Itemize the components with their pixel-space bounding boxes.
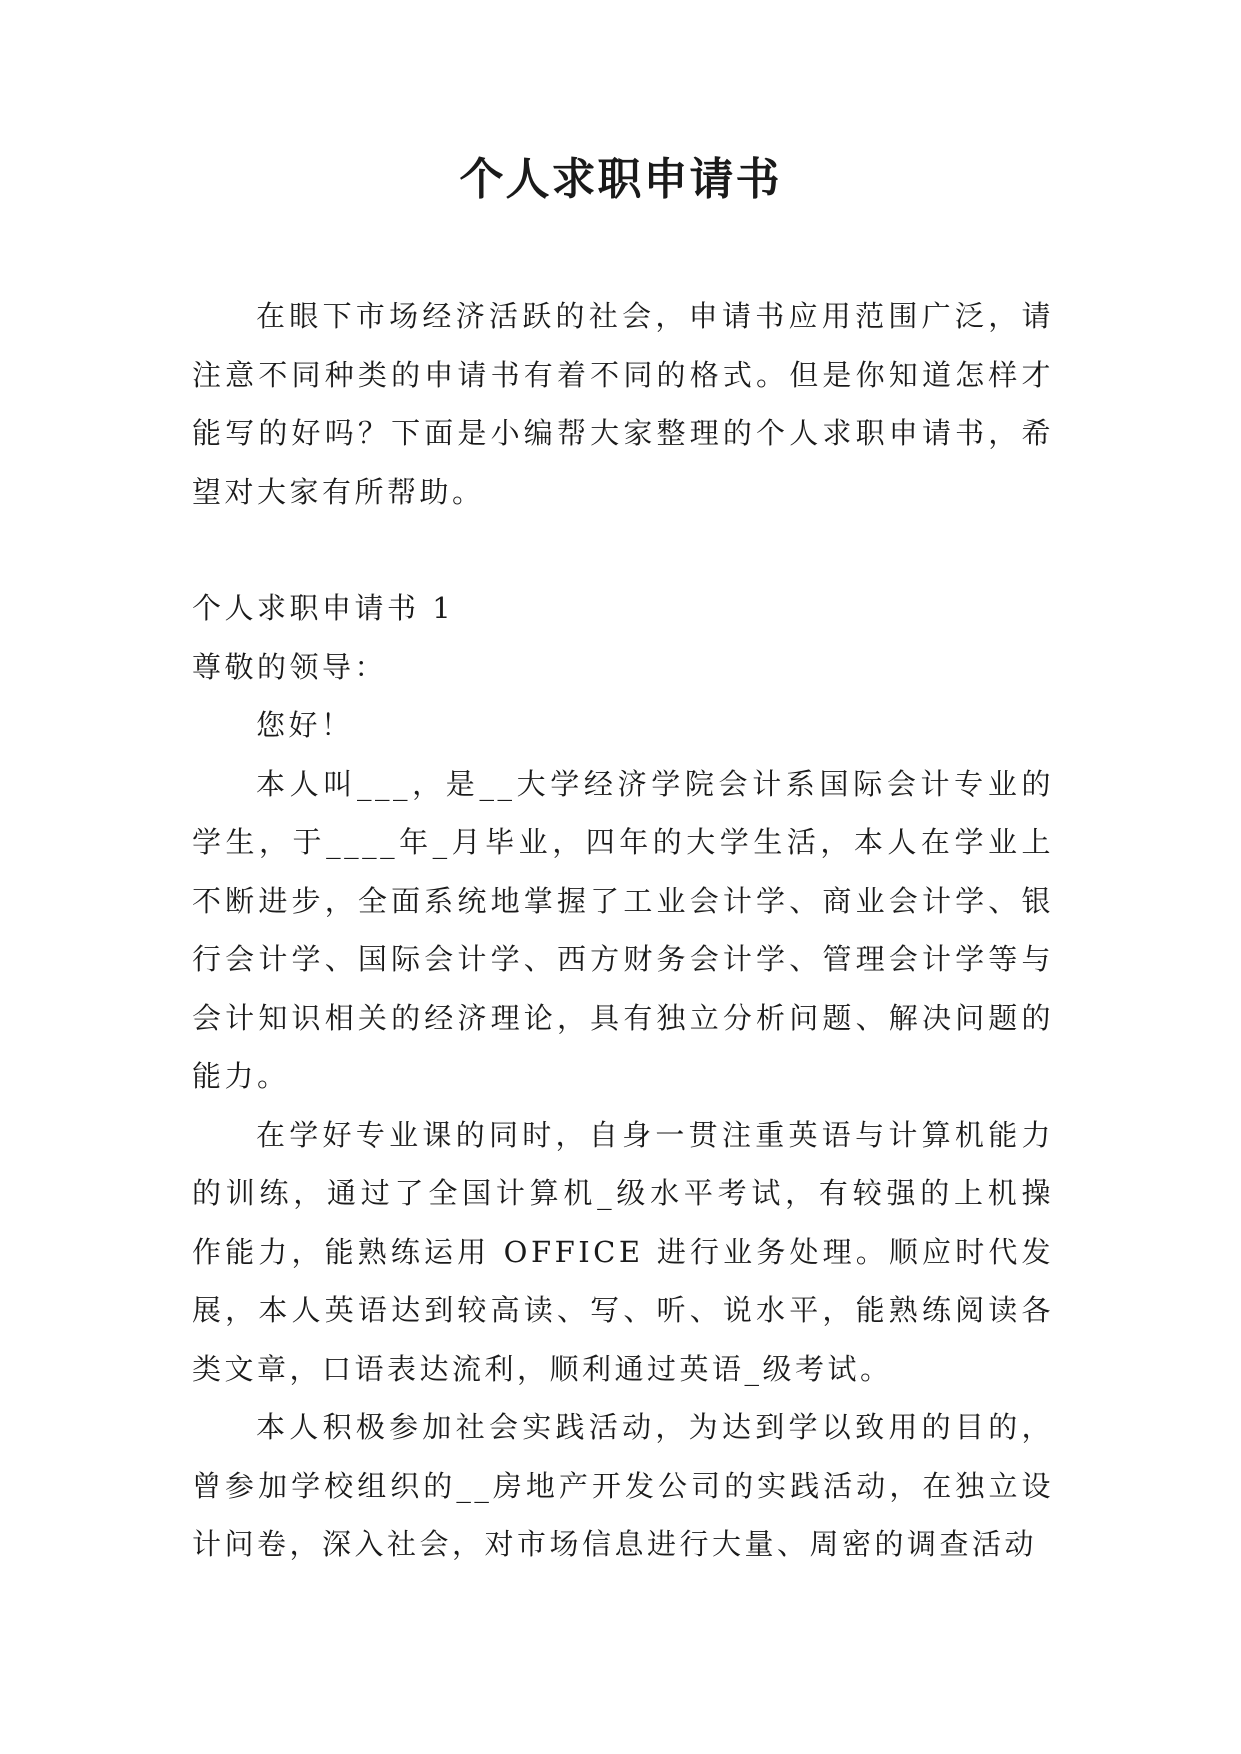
body-paragraph: 本人叫___，是__大学经济学院会计系国际会计专业的学生，于____年_月毕业，四年的大学生活，本人在学业上不断进步，全面系统地掌握了工业会计学、商业会计学、银行会计学、国际会计学、西方财务会计学、管理会计学等与会计知识相关的经济理论，具有独立分析问题、解决问题的能力。 (192, 766, 1054, 1093)
section-heading: 个人求职申请书 1 (192, 591, 455, 625)
salutation: 尊敬的领导： (192, 649, 388, 684)
body-paragraph: 在学好专业课的同时，自身一贯注重英语与计算机能力的训练，通过了全国计算机_级水平考试，有较强的上机操作能力，能熟练运用 OFFICE 进行业务处理。顺应时代发展，本人英语达到较高读、写、听、说水平，能熟练阅读各类文章，口语表达流利，顺利通过英语_级考试。 (192, 1117, 1054, 1386)
document-body (192, 287, 1054, 1574)
intro-paragraph: 在眼下市场经济活跃的社会，申请书应用范围广泛，请注意不同种类的申请书有着不同的格式。但是你知道怎样才能写的好吗？下面是小编帮大家整理的个人求职申请书，希望对大家有所帮助。 (192, 299, 1054, 509)
body-paragraph: 本人积极参加社会实践活动，为达到学以致用的目的，曾参加学校组织的__房地产开发公司的实践活动，在独立设计问卷，深入社会，对市场信息进行大量、周密的调查活动 (192, 1410, 1054, 1561)
greeting: 您好！ (256, 708, 354, 742)
document-title: 个人求职申请书 (459, 154, 782, 205)
